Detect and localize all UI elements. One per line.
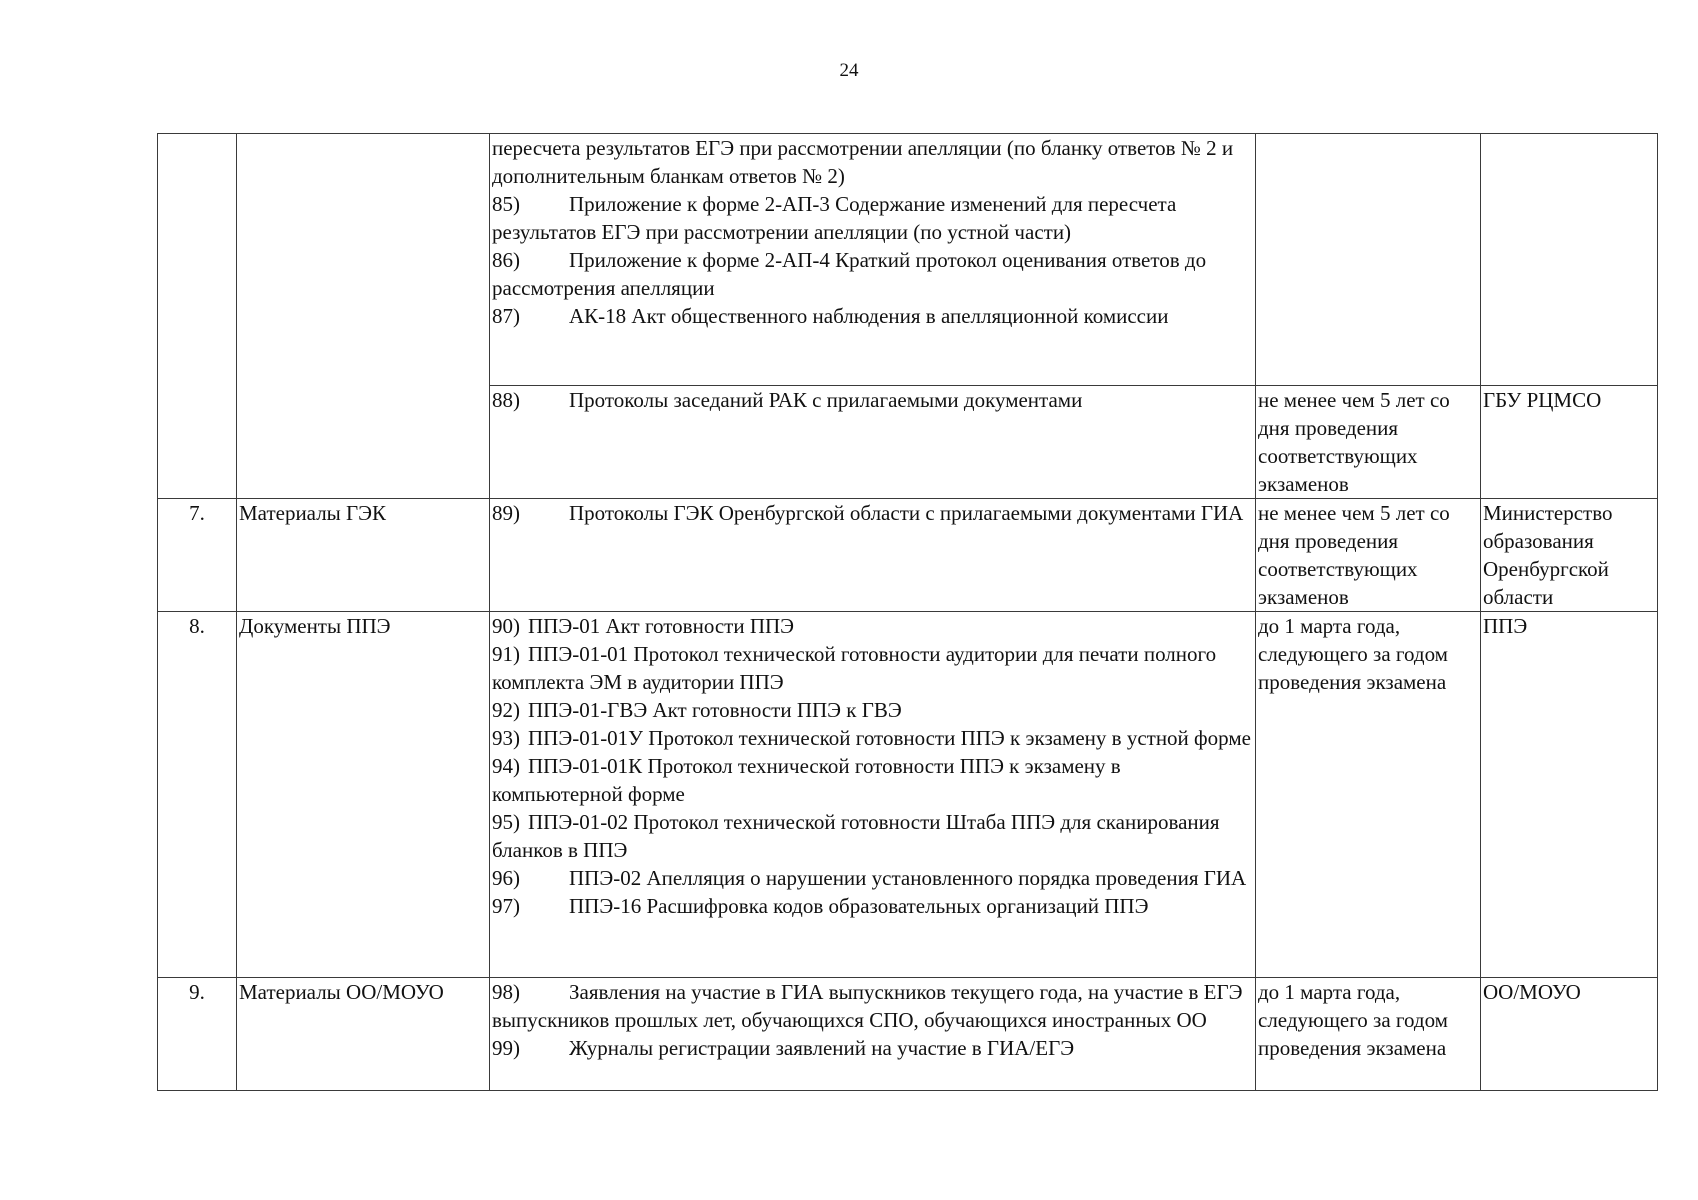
list-item [492, 724, 1253, 752]
row-number-cell: 7. [158, 499, 237, 612]
item-text: Протоколы ГЭК Оренбургской области с прилагаемыми документами ГИА [569, 501, 1244, 525]
list-item [492, 612, 1253, 640]
category-cell [237, 134, 490, 499]
item-marker: 89) [492, 501, 520, 525]
item-marker: 95) [492, 810, 520, 834]
table-row [158, 499, 1658, 612]
list-item [492, 134, 1253, 190]
items-cell [490, 612, 1256, 978]
list-item [492, 808, 1253, 864]
period-cell: не менее чем 5 лет со дня проведения соответствующих экзаменов [1256, 386, 1481, 499]
list-item [492, 978, 1253, 1034]
category-cell: Материалы ОО/МОУО [237, 978, 490, 1091]
item-text: ППЭ-02 Апелляция о нарушении установленного порядка проведения ГИА [569, 866, 1247, 890]
item-text: Журналы регистрации заявлений на участие в ГИА/ЕГЭ [569, 1036, 1075, 1060]
list-item [492, 1034, 1253, 1062]
row-number-cell: 8. [158, 612, 237, 978]
item-text: Приложение к форме 2-АП-3 Содержание изменений для пересчета результатов ЕГЭ при рассмотрении апелляции (по устной части) [492, 192, 1177, 244]
list-item [492, 864, 1253, 892]
item-text: ППЭ-01-ГВЭ Акт готовности ППЭ к ГВЭ [528, 698, 902, 722]
item-text: Приложение к форме 2-АП-4 Краткий протокол оценивания ответов до рассмотрения апелляции [492, 248, 1207, 300]
items-cell [490, 134, 1256, 386]
page-number: 24 [839, 60, 859, 81]
list-item [492, 190, 1253, 246]
item-text: Заявления на участие в ГИА выпускников текущего года, на участие в ЕГЭ выпускников прошлых лет, обучающихся СПО, обучающихся иностранных ОО [492, 980, 1243, 1032]
table-row [158, 978, 1658, 1091]
row-number-cell: 9. [158, 978, 237, 1091]
list-item [492, 640, 1253, 696]
responsible-cell: Министерство образования Оренбургской области [1481, 499, 1658, 612]
responsible-cell: ГБУ РЦМСО [1481, 386, 1658, 499]
item-text: ППЭ-01-01К Протокол технической готовности ППЭ к экзамену в компьютерной форме [492, 754, 1121, 806]
responsible-cell: ППЭ [1481, 612, 1658, 978]
list-item [492, 499, 1253, 527]
table-row [158, 134, 1658, 386]
item-marker: 94) [492, 754, 520, 778]
item-marker: 85) [492, 192, 520, 216]
item-text: Протоколы заседаний РАК с прилагаемыми документами [569, 388, 1083, 412]
list-item [492, 892, 1253, 920]
list-item [492, 302, 1253, 330]
item-marker: 99) [492, 1036, 520, 1060]
item-marker: 88) [492, 388, 520, 412]
list-item [492, 386, 1253, 414]
period-cell: не менее чем 5 лет со дня проведения соответствующих экзаменов [1256, 499, 1481, 612]
period-cell [1256, 134, 1481, 386]
item-marker: 97) [492, 894, 520, 918]
responsible-cell [1481, 134, 1658, 386]
category-cell: Документы ППЭ [237, 612, 490, 978]
item-text: пересчета результатов ЕГЭ при рассмотрении апелляции (по бланку ответов № 2 и дополнительным бланкам ответов № 2) [492, 136, 1234, 188]
item-marker: 87) [492, 304, 520, 328]
items-cell [490, 978, 1256, 1091]
responsible-cell: ОО/МОУО [1481, 978, 1658, 1091]
period-cell: до 1 марта года, следующего за годом проведения экзамена [1256, 978, 1481, 1091]
item-text: ППЭ-01-02 Протокол технической готовности Штаба ППЭ для сканирования бланков в ППЭ [492, 810, 1220, 862]
row-number-cell [158, 134, 237, 499]
list-item [492, 246, 1253, 302]
period-cell: до 1 марта года, следующего за годом проведения экзамена [1256, 612, 1481, 978]
item-marker: 90) [492, 614, 520, 638]
table-row [158, 612, 1658, 978]
item-text: ППЭ-16 Расшифровка кодов образовательных организаций ППЭ [569, 894, 1149, 918]
item-text: ППЭ-01 Акт готовности ППЭ [528, 614, 795, 638]
item-marker: 91) [492, 642, 520, 666]
list-item [492, 696, 1253, 724]
items-cell [490, 499, 1256, 612]
item-marker: 96) [492, 866, 520, 890]
item-marker: 98) [492, 980, 520, 1004]
item-marker: 93) [492, 726, 520, 750]
item-text: АК-18 Акт общественного наблюдения в апелляционной комиссии [569, 304, 1169, 328]
category-cell: Материалы ГЭК [237, 499, 490, 612]
list-item [492, 752, 1253, 808]
item-text: ППЭ-01-01 Протокол технической готовности аудитории для печати полного комплекта ЭМ в аудитории ППЭ [492, 642, 1217, 694]
documents-table [157, 133, 1658, 1091]
item-marker: 92) [492, 698, 520, 722]
item-text: ППЭ-01-01У Протокол технической готовности ППЭ к экзамену в устной форме [528, 726, 1251, 750]
items-cell [490, 386, 1256, 499]
item-marker: 86) [492, 248, 520, 272]
